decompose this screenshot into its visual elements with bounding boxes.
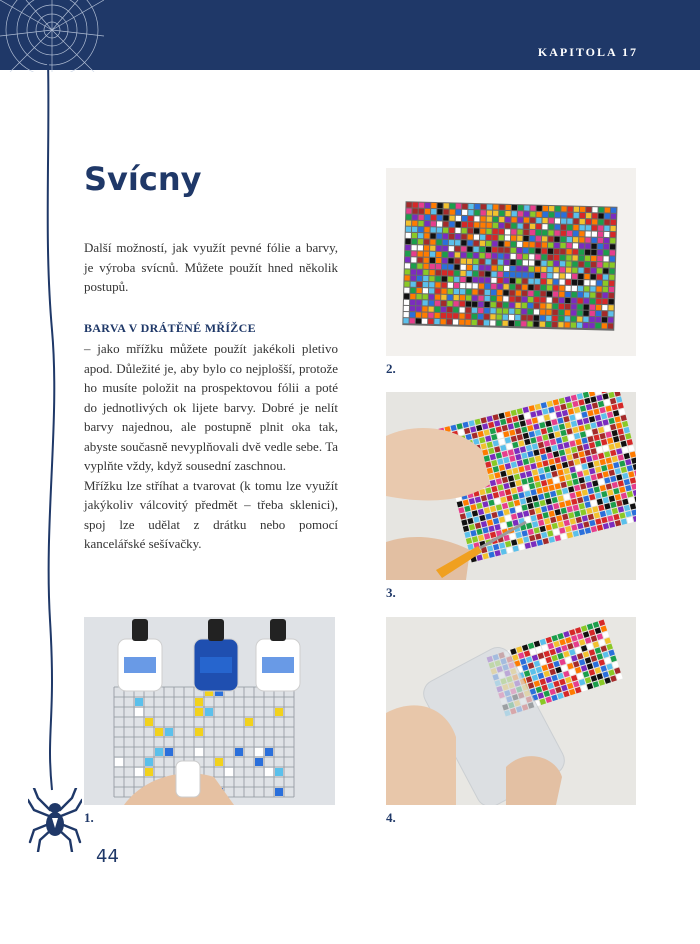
photo-caption: 3.	[386, 585, 396, 600]
section-text	[84, 339, 338, 554]
spider-icon	[28, 788, 82, 852]
photo-caption: 4.	[386, 810, 396, 825]
page-number: 44	[96, 846, 119, 867]
section-paragraph: – jako mřížku můžete použít jakékoli pletivo apod. Důležité je, aby bylo co nejplošší, protože ho musíte položit na prospektovou fólii a poté do jednotlivých ok lijete barvy. Dobré je nelít barvy najednou, ale postupně plnit oka tak, abyste současně nevyplňovali dvě vedle sebe. Ta vyplňte vždy, když sousední zaschnou.	[84, 341, 338, 473]
photo-painting-grid	[84, 617, 335, 805]
photo-mosaic-flat	[386, 168, 636, 356]
photo-mosaic-cutting	[386, 392, 636, 580]
intro-paragraph: Další možností, jak využít pevné fólie a barvy, je výroba svícnů. Můžete použít hned několik postupů.	[84, 240, 338, 294]
photo-caption: 1.	[84, 810, 94, 825]
page-title: Svícny	[84, 160, 202, 198]
section-heading: BARVA V DRÁTĚNÉ MŘÍŽCE	[84, 321, 256, 335]
photo-caption: 2.	[386, 361, 396, 376]
photo-mosaic-cylinder	[386, 617, 636, 805]
section-paragraph: Mřížku lze stříhat a tvarovat (k tomu lze využít jakýkoliv válcovitý předmět – třeba sklenici), spoj lze udělat z drátku nebo pomocí kancelářské sešívačky.	[84, 477, 338, 551]
chapter-label: KAPITOLA 17	[537, 45, 638, 59]
